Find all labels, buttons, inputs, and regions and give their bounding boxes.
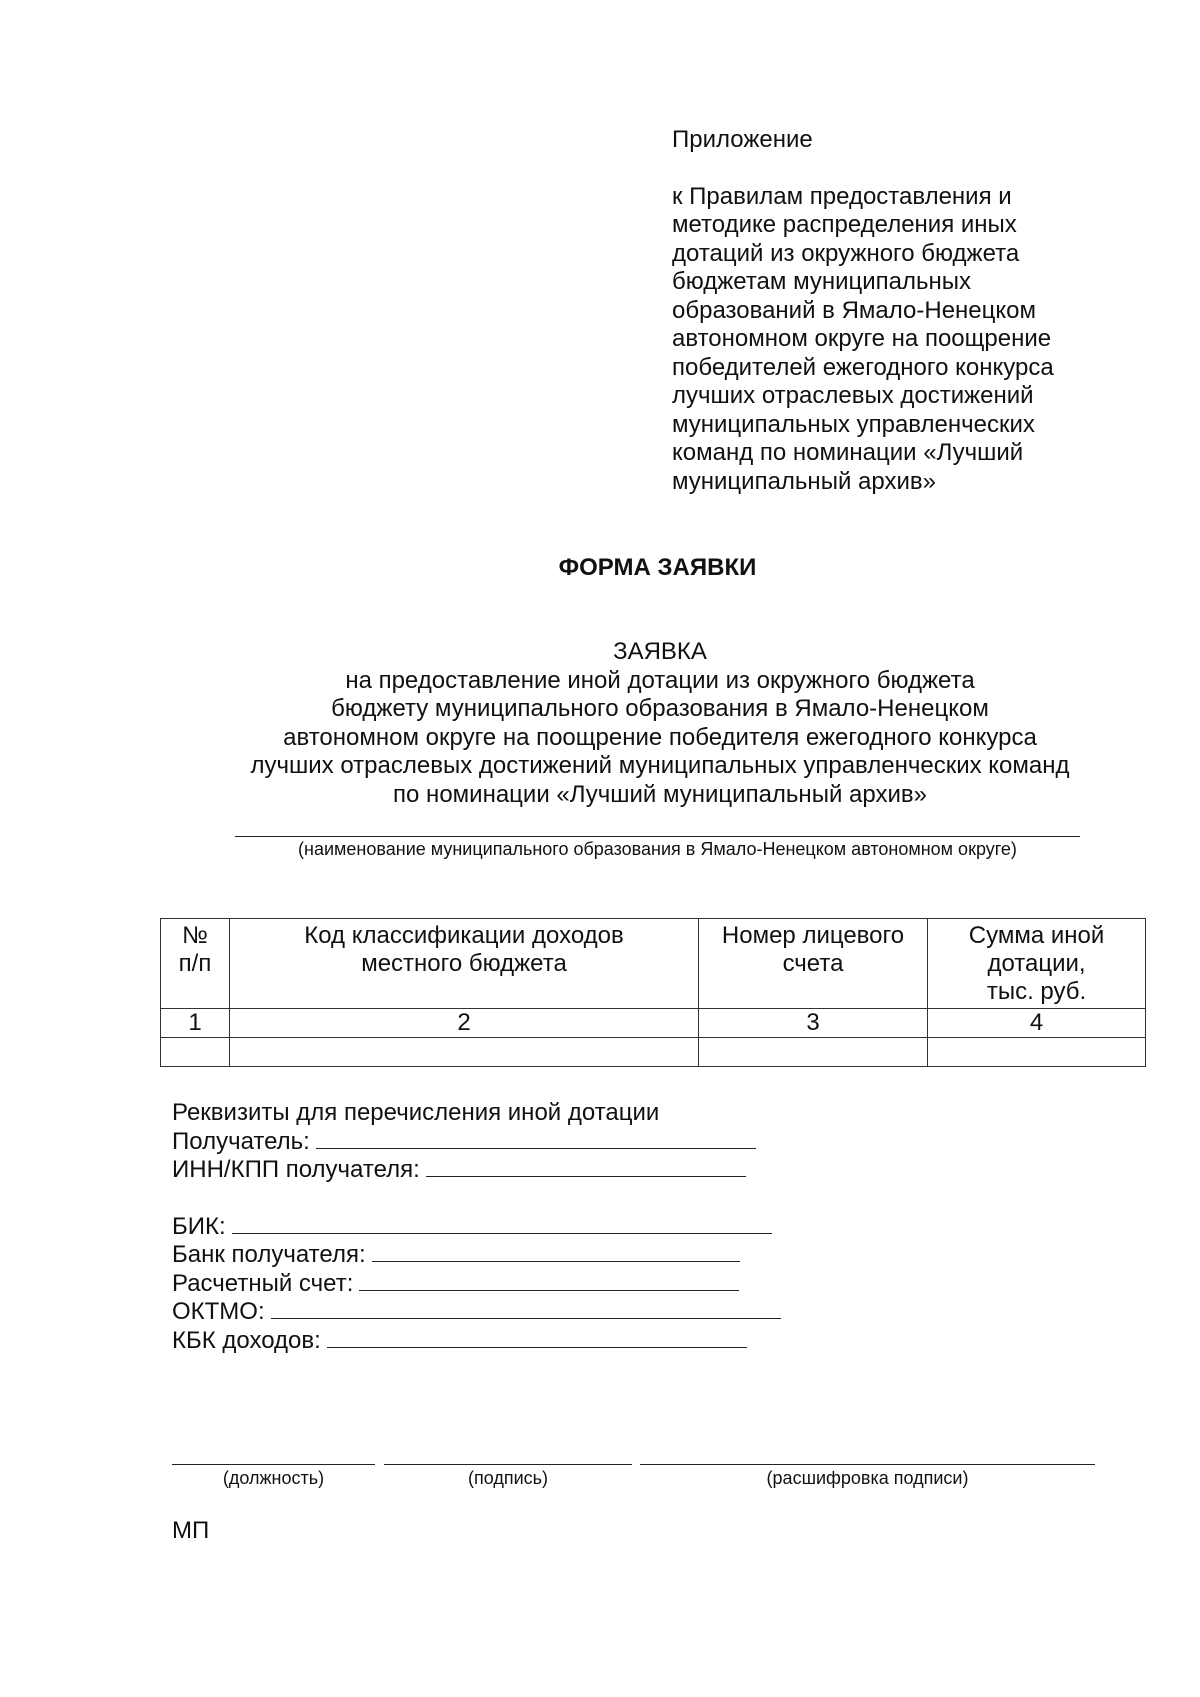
column-number-cell: 1 (161, 1009, 230, 1038)
recipient-fill-line[interactable] (316, 1128, 756, 1149)
table-row[interactable] (161, 1038, 1146, 1067)
requisites-heading: Реквизиты для перечисления иной дотации (172, 1099, 660, 1126)
position-fill-line[interactable] (172, 1464, 375, 1465)
appendix-line: к Правилам предоставления и (672, 182, 1012, 210)
municipality-fill-line[interactable] (235, 836, 1080, 837)
recipient-label: Получатель: (172, 1128, 310, 1155)
appendix-block (672, 126, 1142, 496)
kbk-fill-line[interactable] (327, 1327, 747, 1348)
empty-cell[interactable] (928, 1038, 1146, 1067)
appendix-line: бюджетам муниципальных (672, 268, 972, 295)
bank-field[interactable] (172, 1241, 740, 1270)
oktmo-field[interactable] (172, 1298, 781, 1327)
oktmo-fill-line[interactable] (271, 1298, 781, 1319)
request-line: по номинации «Лучший муниципальный архив» (393, 780, 927, 808)
request-line: на предоставление иной дотации из окружного бюджета (345, 666, 975, 694)
signature-caption: (подпись) (467, 1468, 549, 1488)
appendix-line: образований в Ямало-Ненецком (672, 296, 1037, 324)
account-label: Расчетный счет: (172, 1270, 354, 1297)
account-field[interactable] (172, 1270, 739, 1299)
bank-label: Банк получателя: (172, 1241, 366, 1268)
header-subsidy-amount: Сумма иной дотации, тыс. руб. (928, 919, 1146, 1009)
position-caption: (должность) (222, 1468, 325, 1488)
bank-fill-line[interactable] (372, 1241, 740, 1262)
empty-cell[interactable] (230, 1038, 699, 1067)
header-account-number: Номер лицевого счета (699, 919, 928, 1009)
kbk-field[interactable] (172, 1327, 747, 1356)
form-title: ФОРМА ЗАЯВКИ (558, 554, 757, 581)
appendix-line: муниципальных управленческих (672, 410, 1035, 438)
request-line: бюджету муниципального образования в Ямало-Ненецком (331, 695, 989, 722)
inn-kpp-fill-line[interactable] (426, 1156, 746, 1177)
bik-field[interactable] (172, 1213, 772, 1242)
header-number: № п/п (161, 919, 230, 1009)
recipient-field[interactable] (172, 1128, 756, 1157)
municipality-caption: (наименование муниципального образования в Ямало-Ненецком автономном округе) (298, 839, 1017, 859)
table-header-row (161, 919, 1146, 1009)
appendix-line: команд по номинации «Лучший (672, 439, 1024, 466)
appendix-line: лучших отраслевых достижений (672, 382, 1034, 409)
column-number-cell: 4 (928, 1009, 1146, 1038)
decoding-caption: (расшифровка подписи) (766, 1468, 969, 1488)
appendix-line: муниципальный архив» (672, 467, 936, 495)
column-number-cell: 3 (699, 1009, 928, 1038)
request-table (160, 918, 1146, 1067)
stamp-placeholder: МП (172, 1517, 210, 1544)
empty-cell[interactable] (161, 1038, 230, 1067)
bik-fill-line[interactable] (232, 1213, 772, 1234)
appendix-heading: Приложение (672, 126, 813, 153)
column-number-cell: 2 (230, 1009, 699, 1038)
account-fill-line[interactable] (359, 1270, 739, 1291)
appendix-line: победителей ежегодного конкурса (672, 353, 1054, 381)
request-title: ЗАЯВКА (613, 638, 707, 665)
oktmo-label: ОКТМО: (172, 1298, 265, 1325)
inn-kpp-field[interactable] (172, 1156, 746, 1185)
empty-cell[interactable] (699, 1038, 928, 1067)
kbk-label: КБК доходов: (172, 1327, 321, 1354)
decoding-fill-line[interactable] (640, 1464, 1095, 1465)
signature-fill-line[interactable] (384, 1464, 632, 1465)
table-number-row (161, 1009, 1146, 1038)
request-header (160, 638, 1160, 809)
request-line: лучших отраслевых достижений муниципальных управленческих команд (250, 752, 1070, 779)
inn-kpp-label: ИНН/КПП получателя: (172, 1156, 420, 1183)
header-income-code: Код классификации доходов местного бюджета (230, 919, 699, 1009)
appendix-line: методике распределения иных (672, 211, 1017, 238)
appendix-line: дотаций из окружного бюджета (672, 239, 1020, 267)
bik-label: БИК: (172, 1213, 226, 1240)
appendix-line: автономном округе на поощрение (672, 325, 1052, 352)
request-line: автономном округе на поощрение победителя ежегодного конкурса (283, 723, 1037, 751)
